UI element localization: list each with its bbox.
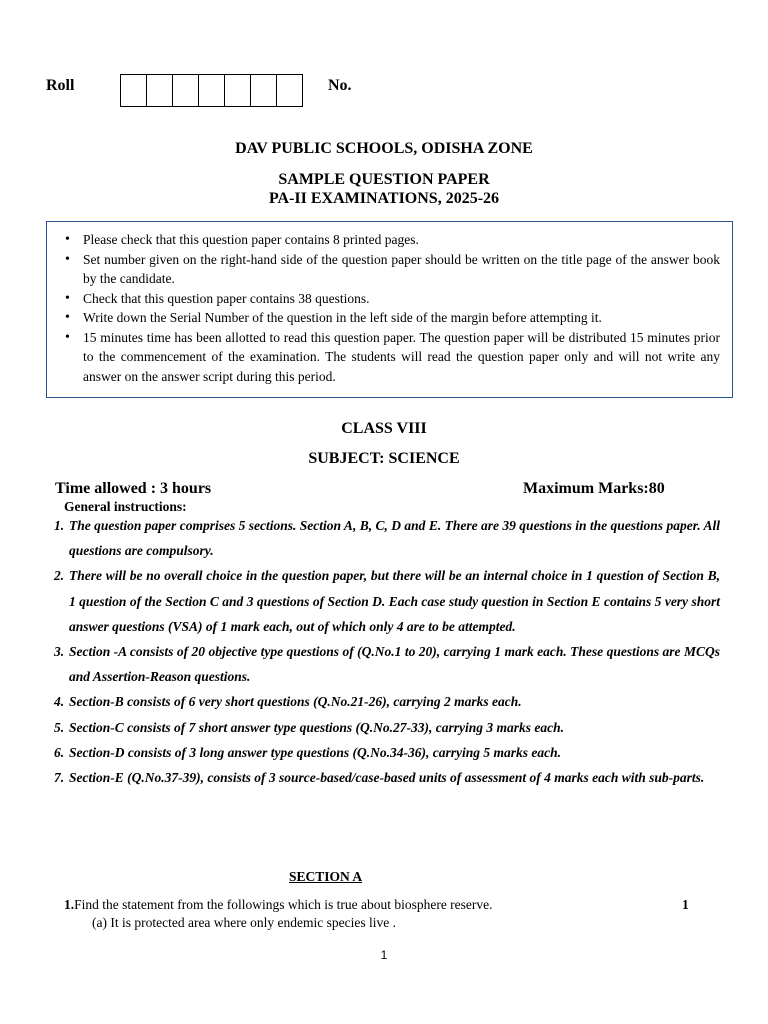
- section-a-heading: SECTION A: [289, 869, 363, 884]
- check-instruction-item: • Set number given on the right-hand side of the question paper should be written on the title page of the answer book by the candidate.: [83, 250, 720, 289]
- general-instructions-list: [52, 513, 720, 790]
- question-1-text: Find the statement from the followings which is true about biosphere reserve.: [74, 897, 493, 912]
- page-number: 1: [380, 948, 388, 962]
- paper-title: SAMPLE QUESTION PAPER: [278, 171, 490, 188]
- general-instruction-item: 5. Section-C consists of 7 short answer type questions (Q.No.27-33), carrying 3 marks each.: [54, 719, 565, 735]
- time-allowed: Time allowed : 3 hours: [55, 480, 212, 497]
- roll-number-box: [172, 74, 199, 107]
- roll-number-box: [146, 74, 173, 107]
- check-instructions-list: [65, 230, 720, 386]
- time-marks-row: [55, 480, 685, 498]
- general-instruction-item: 1. The question paper comprises 5 sections. Section A, B, C, D and E. There are 39 questions in the questions paper. All questions are compulsory.: [54, 518, 720, 559]
- check-instruction-item: • Check that this question paper contains 38 questions.: [83, 289, 720, 309]
- maximum-marks: Maximum Marks:80: [523, 480, 665, 497]
- general-instruction-item: 7. Section-E (Q.No.37-39), consists of 3 source-based/case-based units of assessment of 4 marks each with sub-parts.: [54, 770, 705, 786]
- question-1-marks: 1: [682, 897, 689, 912]
- roll-number-box: [276, 74, 303, 107]
- subject-label: SUBJECT: SCIENCE: [308, 450, 460, 467]
- roll-label: Roll: [46, 77, 75, 94]
- general-instruction-item: 3. Section -A consists of 20 objective type questions of (Q.No.1 to 20), carrying 1 mark each. These questions are MCQs and Assertion-Reason questions.: [54, 644, 720, 685]
- check-instruction-item: • Write down the Serial Number of the question in the left side of the margin before attempting it.: [83, 308, 720, 328]
- question-1-option-a: (a) It is protected area where only endemic species live .: [92, 915, 396, 930]
- roll-number-boxes: [120, 74, 303, 107]
- general-instructions-heading: General instructions:: [64, 499, 187, 514]
- no-label: No.: [328, 77, 352, 94]
- general-instruction-item: 6. Section-D consists of 3 long answer type questions (Q.No.34-36), carrying 5 marks each.: [54, 744, 562, 760]
- check-instruction-item: • 15 minutes time has been allotted to read this question paper. The question paper will be distributed 15 minutes prior to the commencement of the examination. The students will read the question paper only and will not write any answer on the answer script during this period.: [83, 328, 720, 387]
- general-instruction-item: 2. There will be no overall choice in the question paper, but there will be an internal choice in 1 question of Section B, 1 question of the Section C and 3 questions of Section D. Each case study question in Section E contains 5 very short answer questions (VSA) of 1 mark each, out of which only 4 are to be attempted.: [54, 568, 720, 634]
- roll-number-box: [224, 74, 251, 107]
- question-1-number: 1.: [64, 897, 75, 912]
- general-instruction-item: 4. Section-B consists of 6 very short questions (Q.No.21-26), carrying 2 marks each.: [54, 694, 522, 710]
- roll-number-box: [198, 74, 225, 107]
- question-1: [64, 897, 493, 913]
- check-instruction-item: • Please check that this question paper contains 8 printed pages.: [83, 230, 720, 250]
- roll-number-box: [120, 74, 147, 107]
- exam-title: PA-II EXAMINATIONS, 2025-26: [268, 190, 500, 207]
- check-instructions-box: [46, 221, 733, 398]
- class-label: CLASS VIII: [341, 420, 427, 437]
- school-title: DAV PUBLIC SCHOOLS, ODISHA ZONE: [235, 140, 533, 157]
- roll-number-box: [250, 74, 277, 107]
